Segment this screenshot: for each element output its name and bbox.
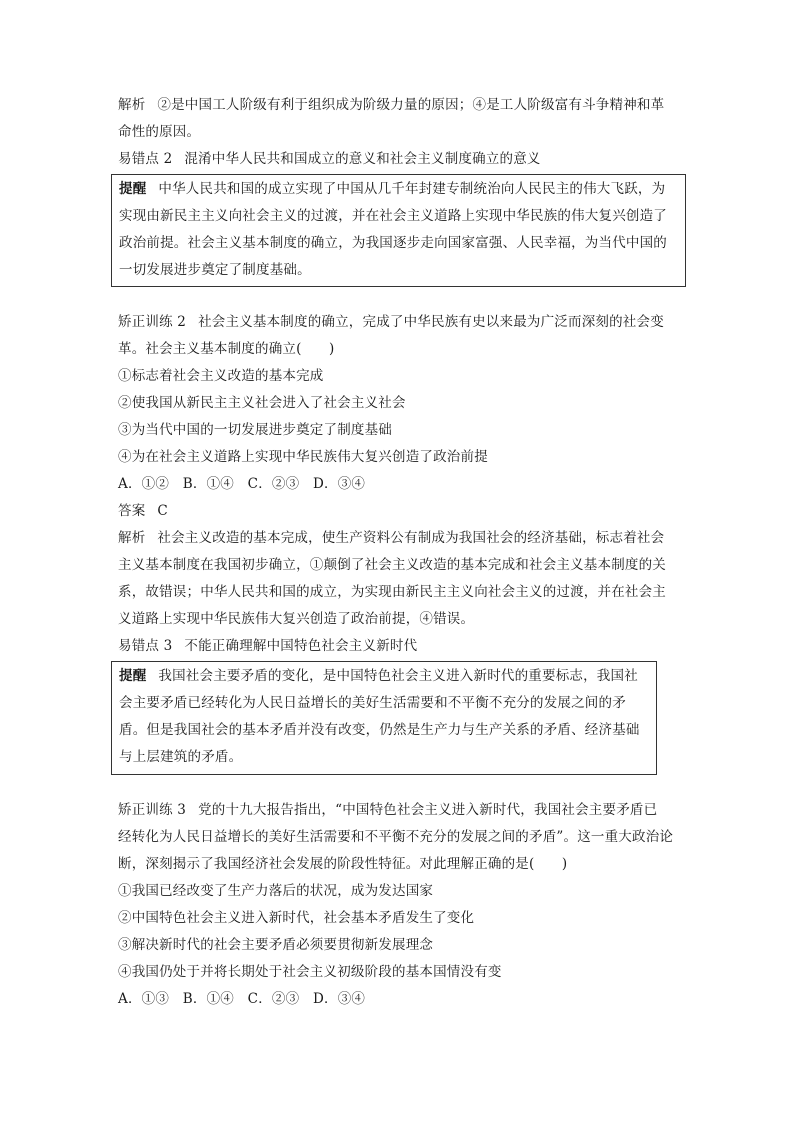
reminder-text: 我国社会主要矛盾的变化，是中国特色社会主义进入新时代的重要标志，我国社	[158, 668, 638, 684]
analysis-2-line-4: 义道路上实现中华民族伟大复兴创造了政治前提，④错误。	[118, 611, 475, 627]
error-point-text: 混淆中华人民共和国成立的意义和社会主义制度确立的意义	[184, 151, 541, 167]
analysis-2-line-2: 主义基本制度在我国初步确立，①颠倒了社会主义改造的基本完成和社会主义基本制度的关	[118, 557, 666, 573]
analysis-2-line-3: 系，故错误；中华人民共和国的成立，为实现由新民主主义向社会主义的过渡，并在社会主	[118, 584, 666, 600]
reminder-box-2	[111, 174, 686, 287]
reminder-3-line-3: 盾。但是我国社会的基本矛盾并没有改变，仍然是生产力与生产关系的矛盾、经济基础	[119, 722, 640, 738]
drill-3-line-3: 断，深刻揭示了我国经济社会发展的阶段性特征。对此理解正确的是( )	[118, 856, 568, 872]
reminder-label: 提醒	[119, 668, 147, 684]
reminder-3-line-1	[119, 667, 638, 685]
error-point-label: 易错点 3	[118, 638, 173, 654]
drill-3-option-4: ④我国仍处于并将长期处于社会主义初级阶段的基本国情没有变	[118, 964, 502, 980]
analysis-text: ②是中国工人阶级有利于组织成为阶级力量的原因；④是工人阶级富有斗争精神和革	[157, 97, 665, 113]
reminder-2-line-1	[119, 180, 665, 198]
drill-2-option-3: ③为当代中国的一切发展进步奠定了制度基础	[118, 422, 392, 438]
answer-value: C	[157, 503, 168, 519]
drill-2-answer	[118, 502, 168, 520]
drill-text: 社会主义基本制度的确立，完成了中华民族有史以来最为广泛而深刻的社会变	[198, 314, 664, 330]
drill-3-option-3: ③解决新时代的社会主要矛盾必须要贯彻新发展理念	[118, 937, 434, 953]
error-point-label: 易错点 2	[118, 151, 173, 167]
drill-3-line-2: 经转化为人民日益增长的美好生活需要和不平衡不充分的发展之间的矛盾”。这一重大政治论	[118, 829, 674, 845]
reminder-2-line-2: 实现由新民主主义向社会主义的过渡，并在社会主义道路上实现中华民族的伟大复兴创造了	[119, 208, 667, 224]
drill-2-option-1: ①标志着社会主义改造的基本完成	[118, 368, 324, 384]
analysis-label: 解析	[118, 530, 146, 546]
drill-2-line-1	[118, 313, 664, 331]
drill-label: 矫正训练 3	[118, 802, 187, 818]
reminder-2-line-3: 政治前提。社会主义基本制度的确立，为我国逐步走向国家富强、人民幸福，为当代中国的	[119, 235, 667, 251]
analysis-2-line-1	[118, 529, 664, 547]
drill-3-option-1: ①我国已经改变了生产力落后的状况，成为发达国家	[118, 883, 434, 899]
drill-3-option-2: ②中国特色社会主义进入新时代，社会基本矛盾发生了变化	[118, 910, 475, 926]
reminder-label: 提醒	[119, 181, 147, 197]
error-point-3	[118, 637, 417, 655]
drill-text: 党的十九大报告指出，“中国特色社会主义进入新时代，我国社会主要矛盾已	[198, 802, 658, 818]
drill-2-option-2: ②使我国从新民主主义社会进入了社会主义社会	[118, 395, 406, 411]
drill-2-choices: A．①② B．①④ C．②③ D．③④	[118, 476, 366, 492]
reminder-box-3	[111, 661, 657, 775]
drill-label: 矫正训练 2	[118, 314, 187, 330]
drill-3-line-1	[118, 801, 657, 819]
reminder-3-line-4: 与上层建筑的矛盾。	[119, 749, 243, 765]
drill-3-choices: A．①③ B．①④ C．②③ D．③④	[118, 991, 366, 1007]
error-point-text: 不能正确理解中国特色社会主义新时代	[184, 638, 418, 654]
reminder-3-line-2: 会主要矛盾已经转化为人民日益增长的美好生活需要和不平衡不充分的发展之间的矛	[119, 695, 626, 711]
reminder-2-line-4: 一切发展进步奠定了制度基础。	[119, 262, 311, 278]
analysis-1-line-2: 命性的原因。	[118, 124, 201, 140]
analysis-label: 解析	[118, 97, 146, 113]
drill-2-line-2: 革。社会主义基本制度的确立( )	[118, 341, 335, 357]
error-point-2	[118, 150, 541, 168]
drill-2-option-4: ④为在社会主义道路上实现中华民族伟大复兴创造了政治前提	[118, 449, 488, 465]
analysis-text: 社会主义改造的基本完成，使生产资料公有制成为我国社会的经济基础，标志着社会	[157, 530, 665, 546]
analysis-1-line-1	[118, 96, 664, 114]
reminder-text: 中华人民共和国的成立实现了中国从几千年封建专制统治向人民民主的伟大飞跃，为	[158, 181, 666, 197]
answer-label: 答案	[118, 503, 146, 519]
